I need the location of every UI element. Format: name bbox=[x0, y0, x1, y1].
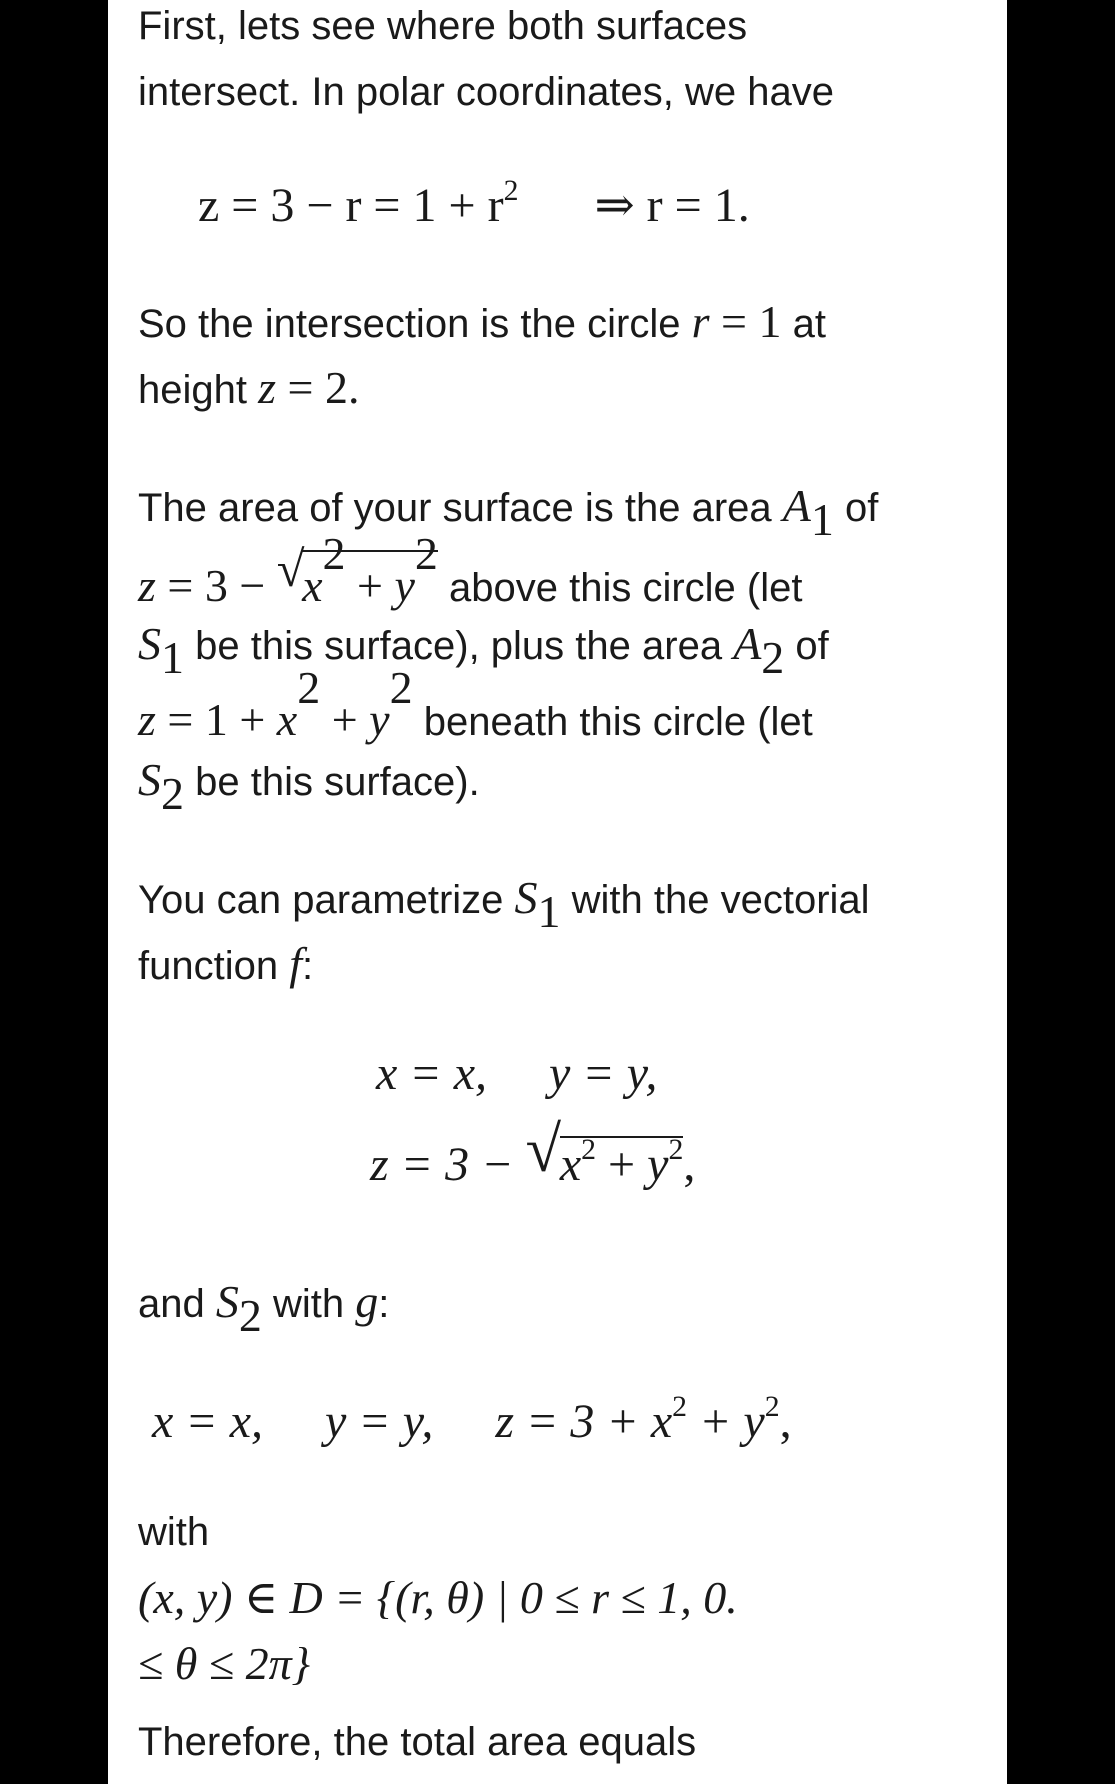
math: + bbox=[320, 694, 370, 746]
subscript: 2 bbox=[161, 767, 184, 819]
math: , bbox=[683, 1138, 696, 1191]
exponent: 2 bbox=[297, 662, 321, 713]
exponent: 2 bbox=[503, 174, 519, 208]
exponent: 2 bbox=[322, 528, 346, 579]
math-var: y bbox=[369, 694, 390, 746]
text: : bbox=[302, 944, 314, 988]
math-var: S bbox=[215, 1276, 239, 1327]
paragraph-line bbox=[138, 364, 359, 414]
math-var: y bbox=[394, 560, 415, 612]
text: beneath this circle (let bbox=[412, 700, 813, 745]
math: x = x, bbox=[376, 1047, 487, 1100]
math: = 2. bbox=[276, 362, 360, 413]
paragraph-line bbox=[138, 662, 813, 746]
exponent: 2 bbox=[672, 1390, 687, 1424]
paragraph-line bbox=[138, 298, 826, 348]
paragraph-line bbox=[138, 754, 480, 819]
math: y = y, bbox=[549, 1047, 658, 1100]
math-var: z bbox=[138, 694, 156, 746]
paragraph-line bbox=[138, 940, 313, 990]
math-var: x bbox=[302, 560, 323, 612]
paragraph-line bbox=[138, 1276, 390, 1341]
subscript: 1 bbox=[537, 885, 561, 937]
paragraph-line: Therefore, the total area equals bbox=[138, 1720, 697, 1764]
subscript: 2 bbox=[238, 1289, 262, 1341]
subscript: 1 bbox=[810, 493, 834, 545]
equation-param-g bbox=[152, 1390, 792, 1450]
paragraph-line bbox=[138, 528, 803, 612]
text: above this circle (let bbox=[437, 566, 803, 611]
math: y = y, bbox=[325, 1395, 434, 1448]
math: = 1 + bbox=[155, 694, 277, 746]
math-var: r bbox=[691, 296, 710, 347]
math-var: S bbox=[138, 754, 161, 805]
math: = 3 − bbox=[155, 560, 277, 612]
math: z = 3 − bbox=[370, 1138, 526, 1191]
exponent: 2 bbox=[414, 528, 438, 579]
paragraph-line: intersect. In polar coordinates, we have bbox=[138, 70, 834, 114]
math-var: g bbox=[355, 1276, 379, 1327]
sqrt bbox=[276, 528, 438, 612]
text: be this surface), plus the area bbox=[184, 624, 734, 668]
exponent: 2 bbox=[581, 1133, 597, 1167]
math: x = x, bbox=[152, 1395, 263, 1448]
math-var: S bbox=[138, 618, 161, 669]
math: = 1 bbox=[709, 296, 782, 347]
equation-param-f-row2 bbox=[370, 1113, 696, 1193]
math-var: z bbox=[258, 362, 277, 413]
paragraph-line: First, lets see where both surfaces bbox=[138, 4, 748, 48]
paragraph-line bbox=[138, 618, 829, 683]
equation-result: ⇒ r = 1. bbox=[594, 179, 750, 232]
math-var: A bbox=[782, 480, 811, 531]
document-page bbox=[108, 0, 1007, 1784]
text: : bbox=[378, 1282, 390, 1326]
exponent: 2 bbox=[668, 1133, 684, 1167]
radical-icon: √ bbox=[525, 1113, 562, 1186]
equation-param-f-row1 bbox=[376, 1046, 657, 1102]
text: You can parametrize bbox=[138, 878, 515, 922]
text: with the vectorial bbox=[560, 878, 870, 922]
domain-set: (x, y) ∈ D = {(r, θ) | 0 ≤ r ≤ 1, 0. bbox=[138, 1572, 738, 1623]
text: at bbox=[781, 302, 826, 346]
text: of bbox=[784, 624, 829, 668]
math-var: S bbox=[514, 872, 538, 923]
text: So the intersection is the circle bbox=[138, 302, 692, 346]
text: function bbox=[138, 944, 290, 988]
math: + bbox=[345, 560, 395, 612]
math-var: x bbox=[276, 694, 298, 746]
math-var: y bbox=[647, 1138, 669, 1191]
math: , bbox=[779, 1395, 792, 1448]
text: height bbox=[138, 368, 259, 412]
radical-icon: √ bbox=[276, 540, 305, 597]
subscript: 2 bbox=[761, 631, 785, 683]
text: with bbox=[261, 1282, 356, 1326]
text: be this surface). bbox=[184, 760, 480, 804]
math-var: x bbox=[559, 1138, 582, 1191]
math: + bbox=[596, 1138, 648, 1191]
math-var: z bbox=[138, 560, 156, 612]
domain-set-continued: ≤ θ ≤ 2π} bbox=[138, 1638, 311, 1689]
math-var: A bbox=[733, 618, 762, 669]
paragraph-line bbox=[138, 480, 879, 545]
math: z = 3 + x bbox=[495, 1395, 673, 1448]
sqrt bbox=[525, 1113, 684, 1193]
equation-lhs: z = 3 − r = 1 + r bbox=[198, 179, 504, 232]
exponent: 2 bbox=[764, 1390, 780, 1424]
text: and bbox=[138, 1282, 216, 1326]
text: of bbox=[833, 486, 879, 530]
math-var: f bbox=[289, 938, 302, 989]
paragraph-line: with bbox=[138, 1510, 210, 1554]
exponent: 2 bbox=[389, 662, 413, 713]
equation-intersection bbox=[198, 174, 750, 234]
subscript: 1 bbox=[161, 631, 184, 683]
paragraph-line bbox=[138, 872, 870, 937]
text: The area of your surface is the area bbox=[138, 486, 783, 530]
math: + y bbox=[687, 1395, 765, 1448]
